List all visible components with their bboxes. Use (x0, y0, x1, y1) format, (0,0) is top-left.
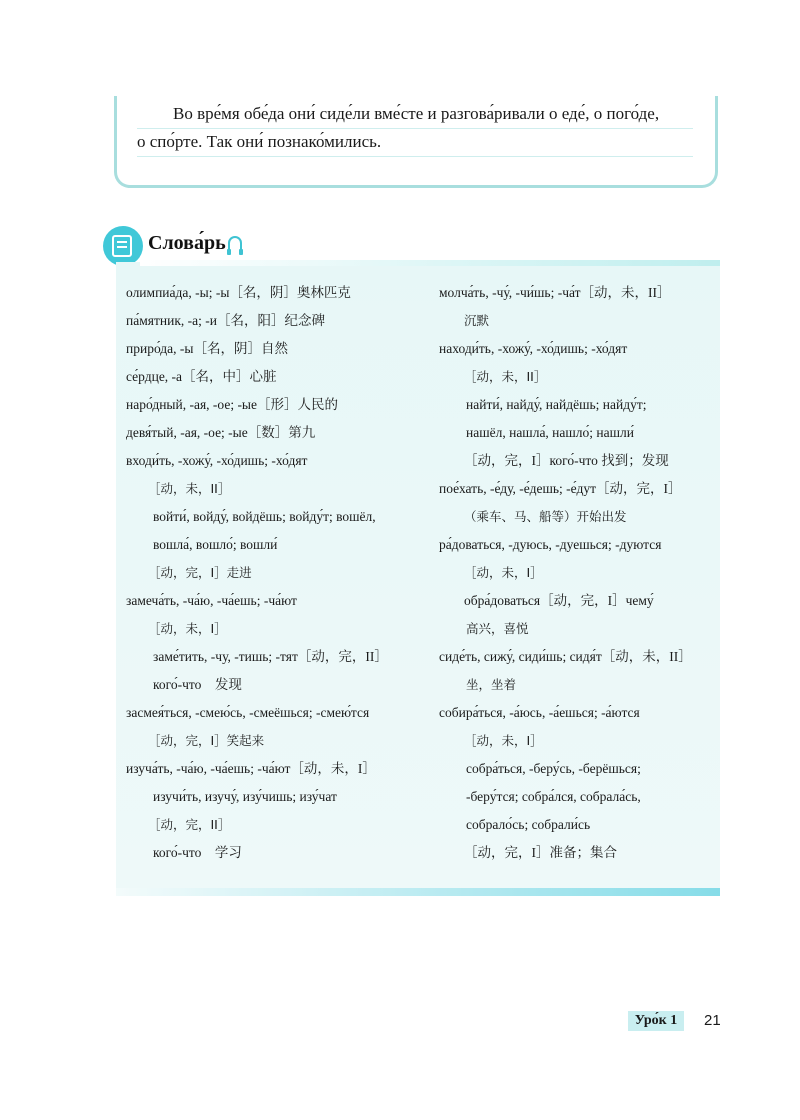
lesson-badge: Уро́к 1 (628, 1011, 684, 1031)
vocab-entry: ［动，完，I］走进 (148, 565, 252, 580)
vocab-entry: ［动，未，I］ (464, 733, 543, 748)
vocab-entry: собрало́сь; собрали́сь (466, 817, 591, 832)
vocab-entry: ［动，未，II］ (464, 369, 547, 384)
section-title: Слова́рь (148, 232, 226, 254)
vocab-entry: па́мятник, -а; -и［名，阳］纪念碑 (126, 313, 325, 328)
vocab-entry: олимпиа́да, -ы; -ы［名，阴］奥林匹克 (126, 285, 351, 300)
reading-line-2: о спо́рте. Так они́ познако́мились. (137, 132, 693, 157)
vocab-entry: се́рдце, -а［名，中］心脏 (126, 369, 277, 384)
vocab-entry: ［动，完，I］准备；集合 (464, 845, 617, 860)
vocab-entry: кого́-что 发现 (153, 677, 242, 692)
vocab-entry: 坐，坐着 (466, 677, 517, 692)
vocab-entry: замеча́ть, -ча́ю, -ча́ешь; -ча́ют (126, 593, 297, 608)
vocab-entry: вошла́, вошло́; вошли́ (153, 537, 278, 552)
vocab-entry: заме́тить, -чу, -тишь; -тят［动，完，II］ (153, 649, 388, 664)
headphones-icon[interactable] (228, 236, 242, 250)
vocab-entry: кого́-что 学习 (153, 845, 242, 860)
vocab-entry: изучи́ть, изучу́, изу́чишь; изу́чат (153, 789, 337, 804)
vocab-entry: ［动，完，II］ (148, 817, 231, 832)
vocabulary-right-column (439, 282, 719, 870)
vocab-entry: наро́дный, -ая, -ое; -ые［形］人民的 (126, 397, 338, 412)
vocab-entry: войти́, войду́, войдёшь; войду́т; вошёл, (153, 509, 376, 524)
vocab-entry: находи́ть, -хожу́, -хо́дишь; -хо́дят (439, 341, 628, 356)
vocab-entry: входи́ть, -хожу́, -хо́дишь; -хо́дят (126, 453, 308, 468)
vocab-entry: -беру́тся; собра́лся, собрала́сь, (466, 789, 641, 804)
reading-line-1: Во вре́мя обе́да они́ сиде́ли вме́сте и разгова́ривали о еде́, о пого́де, (137, 104, 693, 129)
vocab-entry: изуча́ть, -ча́ю, -ча́ешь; -ча́ют［动，未，I］ (126, 761, 376, 776)
vocab-entry: ра́доваться, -дуюсь, -дуешься; -дуются (439, 537, 662, 552)
page-number: 21 (704, 1012, 721, 1029)
vocab-entry: （乘车、马、船等）开始出发 (464, 509, 627, 524)
vocab-entry: ［动，未，I］ (148, 621, 227, 636)
vocab-entry: собира́ться, -а́юсь, -а́ешься; -а́ются (439, 705, 640, 720)
vocab-entry: нашёл, нашла́, нашло́; нашли́ (466, 425, 634, 440)
vocab-entry: 沉默 (464, 313, 490, 328)
panel-top-bar (140, 260, 720, 266)
vocab-entry: молча́ть, -чу́, -чи́шь; -ча́т［动，未，II］ (439, 285, 671, 300)
vocab-entry: ［动，未，II］ (148, 481, 231, 496)
vocab-entry: сиде́ть, сижу́, сиди́шь; сидя́т［动，未，II］ (439, 649, 692, 664)
vocabulary-left-column (126, 282, 426, 870)
vocab-entry: засмея́ться, -смею́сь, -смеёшься; -смею́тся (126, 705, 370, 720)
reading-box (114, 96, 718, 188)
vocab-entry: собра́ться, -беру́сь, -берёшься; (466, 761, 641, 776)
vocab-entry: 高兴，喜悦 (466, 621, 529, 636)
vocab-entry: ［动，未，I］ (464, 565, 543, 580)
vocab-entry: обра́доваться［动，完，I］чему́ (464, 593, 654, 608)
vocab-entry: найти́, найду́, найдёшь; найду́т; (466, 397, 647, 412)
vocab-entry: девя́тый, -ая, -ое; -ые［数］第九 (126, 425, 316, 440)
vocab-entry: пое́хать, -е́ду, -е́дешь; -е́дут［动，完，I］ (439, 481, 682, 496)
vocab-entry: приро́да, -ы［名，阴］自然 (126, 341, 288, 356)
vocab-entry: ［动，完，I］кого́-что 找到；发现 (464, 453, 669, 468)
book-icon (103, 226, 143, 266)
vocab-entry: ［动，完，I］笑起来 (148, 733, 265, 748)
panel-bottom-bar (116, 888, 720, 896)
